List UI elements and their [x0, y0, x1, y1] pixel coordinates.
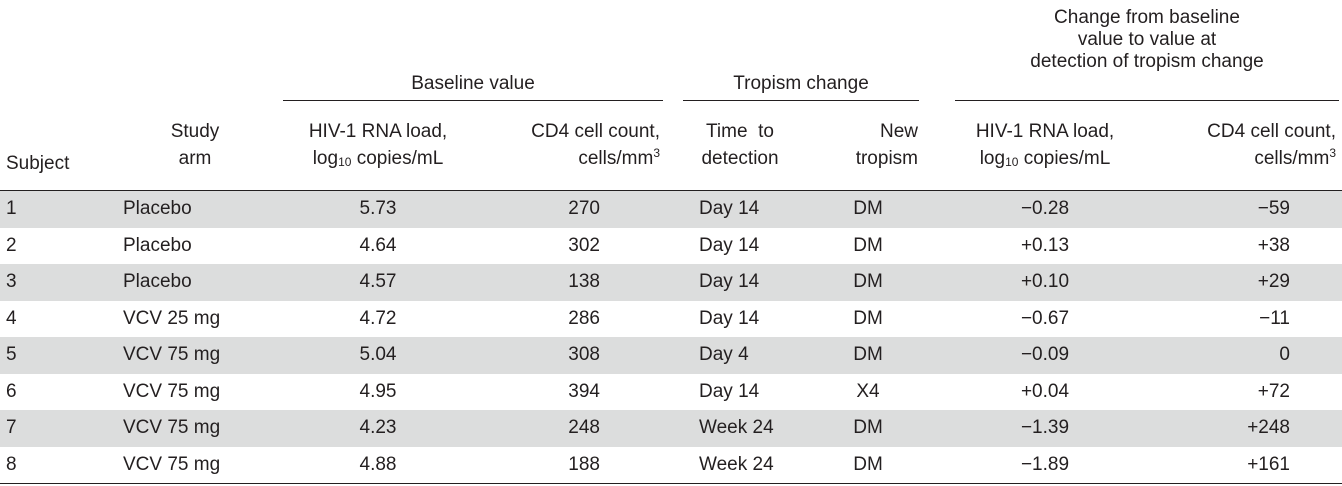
- col-header-baseline-rna-log: log: [312, 148, 339, 169]
- cell-study-arm: Placebo: [123, 198, 192, 219]
- table-row: [0, 228, 1342, 265]
- table-row: [0, 191, 1342, 228]
- cell-baseline-cd4: 286: [568, 307, 600, 329]
- cell-change-rna: −0.28: [1020, 198, 1070, 219]
- col-header-study-arm: [130, 118, 260, 172]
- cell-study-arm: Placebo: [123, 271, 192, 292]
- cell-subject: 3: [6, 271, 17, 292]
- cell-subject: 7: [6, 417, 17, 438]
- col-header-change-rna-unit: copies/mL: [1018, 148, 1111, 169]
- group-header-baseline: [283, 73, 663, 95]
- cell-time-to-detection: Day 14: [699, 307, 760, 329]
- cell-subject: 8: [6, 453, 17, 475]
- table-body: [0, 191, 1342, 483]
- cell-change-rna: −1.89: [1020, 453, 1070, 475]
- col-header-subject: [6, 150, 69, 177]
- table-row: [0, 410, 1342, 447]
- cell-change-rna: −1.39: [1020, 417, 1070, 438]
- col-header-new-tropism: [818, 118, 918, 172]
- col-header-baseline-rna-log-sub: 10: [338, 155, 352, 169]
- col-header-baseline-rna-line1: HIV-1 RNA load,: [308, 121, 448, 142]
- cell-change-cd4: 0: [1279, 344, 1290, 365]
- col-header-change-rna-line1: HIV-1 RNA load,: [975, 121, 1115, 142]
- col-header-change-cd4-unit: cells/mm: [1254, 148, 1330, 169]
- cell-baseline-rna: 5.73: [359, 198, 397, 219]
- col-header-baseline-rna-line2: [278, 145, 478, 172]
- cell-time-to-detection: Day 14: [699, 198, 760, 219]
- cell-change-rna: −0.09: [1020, 344, 1070, 365]
- cell-baseline-rna: 4.57: [359, 271, 397, 292]
- cell-change-rna: +0.04: [1020, 380, 1070, 402]
- col-header-baseline-cd4-line2: [460, 145, 660, 172]
- group-label-change-line3: detection of tropism change: [1030, 51, 1264, 72]
- col-header-change-rna-log: log: [979, 148, 1006, 169]
- cell-new-tropism: DM: [853, 453, 883, 475]
- cell-change-rna: +0.13: [1020, 234, 1070, 256]
- cell-subject: 2: [6, 234, 17, 256]
- col-header-baseline-cd4-unit: cells/mm: [578, 148, 654, 169]
- col-header-subject-label: Subject: [6, 153, 70, 174]
- cell-change-rna: −0.67: [1020, 307, 1070, 329]
- cell-baseline-cd4: 138: [568, 271, 600, 292]
- col-header-baseline-cd4: [460, 118, 660, 172]
- col-header-new-tropism-line2: tropism: [855, 148, 918, 169]
- cell-baseline-rna: 4.23: [359, 417, 397, 438]
- group-rule-baseline: [283, 100, 663, 101]
- table-row: [0, 447, 1342, 484]
- col-header-baseline-cd4-line1: CD4 cell count,: [531, 121, 660, 142]
- cell-study-arm: VCV 75 mg: [123, 380, 221, 402]
- cell-baseline-cd4: 394: [568, 380, 600, 402]
- col-header-change-cd4-line1: CD4 cell count,: [1207, 121, 1336, 142]
- cell-subject: 5: [6, 344, 17, 365]
- col-header-change-rna: [945, 118, 1145, 172]
- col-header-change-cd4-line2: [1136, 145, 1336, 172]
- col-header-baseline-cd4-unit-sup: 3: [653, 146, 660, 160]
- table-row: [0, 337, 1342, 374]
- group-label-change-line1: Change from baseline: [1054, 7, 1240, 28]
- group-label-baseline: Baseline value: [411, 73, 535, 94]
- cell-change-cd4: −59: [1257, 198, 1290, 219]
- cell-subject: 6: [6, 380, 17, 402]
- table-row: [0, 264, 1342, 301]
- col-header-change-cd4: [1136, 118, 1336, 172]
- cell-baseline-rna: 4.95: [359, 380, 397, 402]
- cell-change-cd4: +161: [1247, 453, 1290, 475]
- cell-new-tropism: DM: [853, 198, 883, 219]
- cell-new-tropism: DM: [853, 417, 883, 438]
- cell-time-to-detection: Day 14: [699, 271, 760, 292]
- group-label-tropism: Tropism change: [733, 73, 869, 94]
- cell-new-tropism: DM: [853, 234, 883, 256]
- col-header-change-rna-log-sub: 10: [1005, 155, 1019, 169]
- col-header-study-arm-line1: Study: [170, 121, 220, 142]
- col-header-new-tropism-line1: New: [879, 121, 918, 142]
- cell-change-cd4: +38: [1257, 234, 1290, 256]
- cell-time-to-detection: Day 14: [699, 380, 760, 402]
- cell-time-to-detection: Week 24: [699, 453, 774, 475]
- col-header-change-cd4-unit-sup: 3: [1329, 146, 1336, 160]
- col-header-time-to-detection: [690, 118, 790, 172]
- cell-study-arm: VCV 75 mg: [123, 453, 221, 475]
- table-bottom-rule: [0, 483, 1342, 484]
- cell-study-arm: VCV 75 mg: [123, 417, 221, 438]
- group-rule-tropism: [683, 100, 919, 101]
- group-header-change: [955, 7, 1339, 73]
- cell-baseline-rna: 4.88: [359, 453, 397, 475]
- table-row: [0, 301, 1342, 338]
- cell-baseline-cd4: 302: [568, 234, 600, 256]
- cell-new-tropism: DM: [853, 271, 883, 292]
- cell-subject: 1: [6, 198, 17, 219]
- col-header-time-line1: Time to: [706, 121, 774, 142]
- table-row: [0, 374, 1342, 411]
- col-header-change-rna-line2: [945, 145, 1145, 172]
- cell-change-cd4: −11: [1259, 307, 1290, 329]
- cell-change-cd4: +72: [1257, 380, 1290, 402]
- cell-baseline-rna: 5.04: [359, 344, 397, 365]
- cell-baseline-cd4: 248: [568, 417, 600, 438]
- cell-change-cd4: +248: [1247, 417, 1290, 438]
- cell-change-rna: +0.10: [1020, 271, 1070, 292]
- cell-study-arm: VCV 75 mg: [123, 344, 221, 365]
- cell-baseline-cd4: 188: [568, 453, 600, 475]
- cell-time-to-detection: Day 14: [699, 234, 760, 256]
- group-rule-change: [955, 100, 1339, 101]
- col-header-baseline-rna: [278, 118, 478, 172]
- cell-study-arm: Placebo: [123, 234, 192, 256]
- cell-time-to-detection: Day 4: [699, 344, 749, 365]
- cell-time-to-detection: Week 24: [699, 417, 774, 438]
- cell-baseline-cd4: 308: [568, 344, 600, 365]
- cell-subject: 4: [6, 307, 17, 329]
- cell-new-tropism: X4: [856, 380, 880, 402]
- col-header-study-arm-line2: arm: [178, 148, 212, 169]
- cell-baseline-rna: 4.72: [359, 307, 397, 329]
- cell-baseline-cd4: 270: [568, 198, 600, 219]
- group-header-tropism: [683, 73, 919, 95]
- cell-change-cd4: +29: [1257, 271, 1290, 292]
- col-header-baseline-rna-unit: copies/mL: [351, 148, 444, 169]
- cell-baseline-rna: 4.64: [359, 234, 397, 256]
- cell-new-tropism: DM: [853, 344, 883, 365]
- col-header-time-line2: detection: [701, 148, 779, 169]
- group-label-change-line2: value to value at: [1077, 29, 1217, 50]
- cell-new-tropism: DM: [853, 307, 883, 329]
- cell-study-arm: VCV 25 mg: [123, 307, 221, 329]
